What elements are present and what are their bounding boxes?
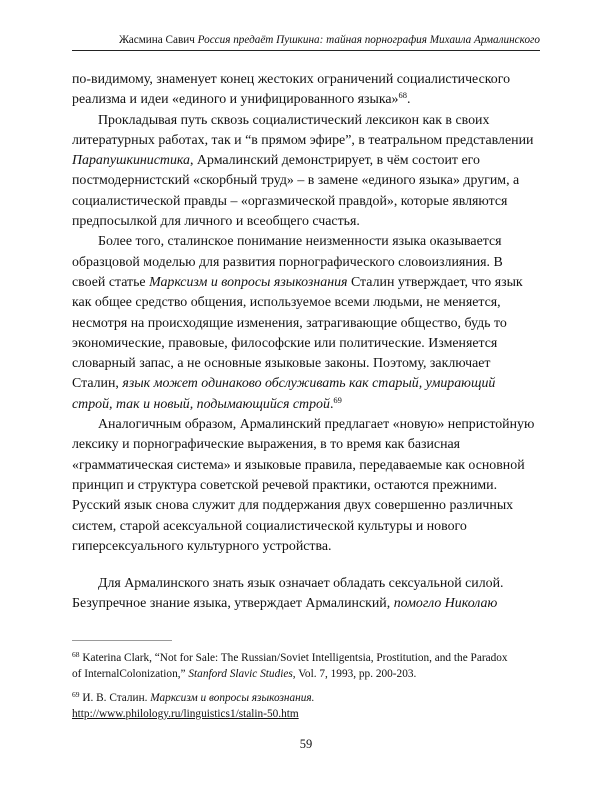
text-line (72, 334, 542, 354)
text-line (72, 476, 542, 496)
text-span: «грамматическая система» и языковые правила, передаваемые как основной (72, 457, 525, 473)
footnote-text: Katerina Clark, “Not for Sale: The Russian/Soviet Intelligentsia, Prostitution, and the Paradox (79, 652, 508, 664)
section-gap (72, 557, 542, 574)
text-span: литературных работах, так и “в прямом эфире”, в театральном представлении (72, 132, 534, 148)
text-span: гиперсексуального культурного устройства. (72, 538, 332, 554)
text-span: Сталин, (72, 376, 123, 392)
text-span: Сталин утверждает, что язык (347, 274, 523, 290)
footnote-68 (72, 651, 544, 682)
footnote-text: Vol. 7, 1993, pp. 200-203. (295, 667, 417, 680)
header-rule (72, 50, 540, 51)
text-line: реализма и идеи «единого и унифицированного языка»$^{68}$. (72, 90, 411, 108)
text-line (72, 253, 542, 273)
footnote-number: 68 (72, 650, 80, 659)
text-line (72, 131, 542, 151)
text-span: лексику и порнографические выражения, в то время как базисная (72, 437, 461, 453)
footnote-text: И. В. Сталин. (79, 692, 151, 705)
text-span: предпосылкой для личного и всеобщего счастья. (72, 214, 360, 230)
text-span: принцип и структура советской речевой практики, остаются прежними. (72, 477, 498, 493)
text-line (72, 374, 542, 394)
text-span: систем, старой асексуальной социалистической культуры и нового (72, 518, 467, 534)
work-title: Марксизм и вопросы языкознания. (150, 692, 315, 705)
running-head-title: Россия предаёт Пушкина: тайная порнография Михаила Армалинского (197, 34, 540, 46)
text-line (72, 314, 542, 334)
footnote-ref-68[interactable]: 68 (398, 90, 408, 101)
text-span: социалистической правды – «оргазмической правдой», которые являются (72, 193, 508, 209)
page-number: 59 (299, 737, 313, 751)
source-link[interactable]: http://www.philology.ru/linguistics1/stalin-50.htm (72, 707, 299, 720)
text-line (72, 594, 542, 614)
footnote-69 (72, 691, 544, 722)
text-span: постмодернистский «скорбный труд» – в замене «единого языка» другим, а (72, 173, 520, 189)
text-line (72, 517, 542, 537)
text-line (72, 151, 542, 171)
text-span: как общее средство общения, используемое всеми людьми, не меняется, (72, 295, 501, 311)
italic-title: Парапушкинистика (72, 153, 190, 169)
running-head (72, 33, 540, 47)
running-head-author: Жасмина Савич (119, 34, 195, 46)
italic-quote: язык может одинаково обслуживать как старый, умирающий (122, 376, 496, 392)
text-span: . (329, 396, 334, 412)
text-span: Более того, сталинское понимание неизменности языка оказывается (98, 234, 502, 250)
text-span: словарный запас, а не основные языковые законы. Поэтому, заключает (72, 356, 491, 372)
footnote-separator (72, 640, 172, 641)
text-line (72, 111, 542, 131)
footnote-number: 69 (72, 690, 80, 700)
text-line (72, 70, 542, 90)
text-line (72, 415, 542, 435)
text-line (72, 354, 542, 374)
footnote-ref-69[interactable]: 69 (333, 394, 342, 405)
text-span: , Армалинский демонстрирует, в чём состоит его (189, 153, 480, 169)
italic-title: Марксизм и вопросы языкознания (149, 274, 348, 290)
footnote-text: of InternalColonization,” (72, 667, 189, 680)
footnotes (72, 651, 544, 731)
text-span: Прокладывая путь сквозь социалистический лексикон как в своих (98, 112, 490, 128)
text-line (72, 395, 542, 415)
text-span: Безупречное знание языка, утверждает Армалинский, (72, 596, 394, 612)
italic-quote: помогло Николаю (393, 596, 498, 612)
text-span: по-видимому, знаменует конец жестоких ограничений социалистического (72, 72, 511, 87)
text-span: экономические, правовые, философские или политические. Изменяется (72, 335, 498, 351)
text-span: несмотря на происходящие изменения, затрагивающие общество, будь то (72, 315, 507, 331)
text-span: образцовой моделью для развития порнографического словоизлияния. В (72, 254, 503, 270)
text-span: своей статье (72, 274, 150, 290)
text-line (72, 232, 542, 252)
text-line (72, 192, 542, 212)
text-span: реализма и идеи «единого и унифицированного языка» (72, 92, 399, 108)
text-line (72, 435, 542, 455)
text-span: Русский язык снова служит для поддержания двух совершенно различных (72, 498, 514, 514)
journal-title: Stanford Slavic Studies, (188, 667, 296, 680)
text-line (72, 273, 542, 293)
text-line (72, 574, 542, 594)
text-line (72, 537, 542, 557)
text-line (72, 171, 542, 191)
text-span: Для Армалинского знать язык означает обладать сексуальной силой. (98, 576, 504, 592)
text-line (72, 456, 542, 476)
text-line (72, 496, 542, 516)
text-span: Аналогичным образом, Армалинский предлагает «новую» непристойную (98, 417, 535, 433)
main-text (72, 70, 542, 615)
italic-quote: строй, так и новый, подымающийся строй (72, 396, 330, 412)
text-line (72, 293, 542, 313)
text-line (72, 212, 542, 232)
